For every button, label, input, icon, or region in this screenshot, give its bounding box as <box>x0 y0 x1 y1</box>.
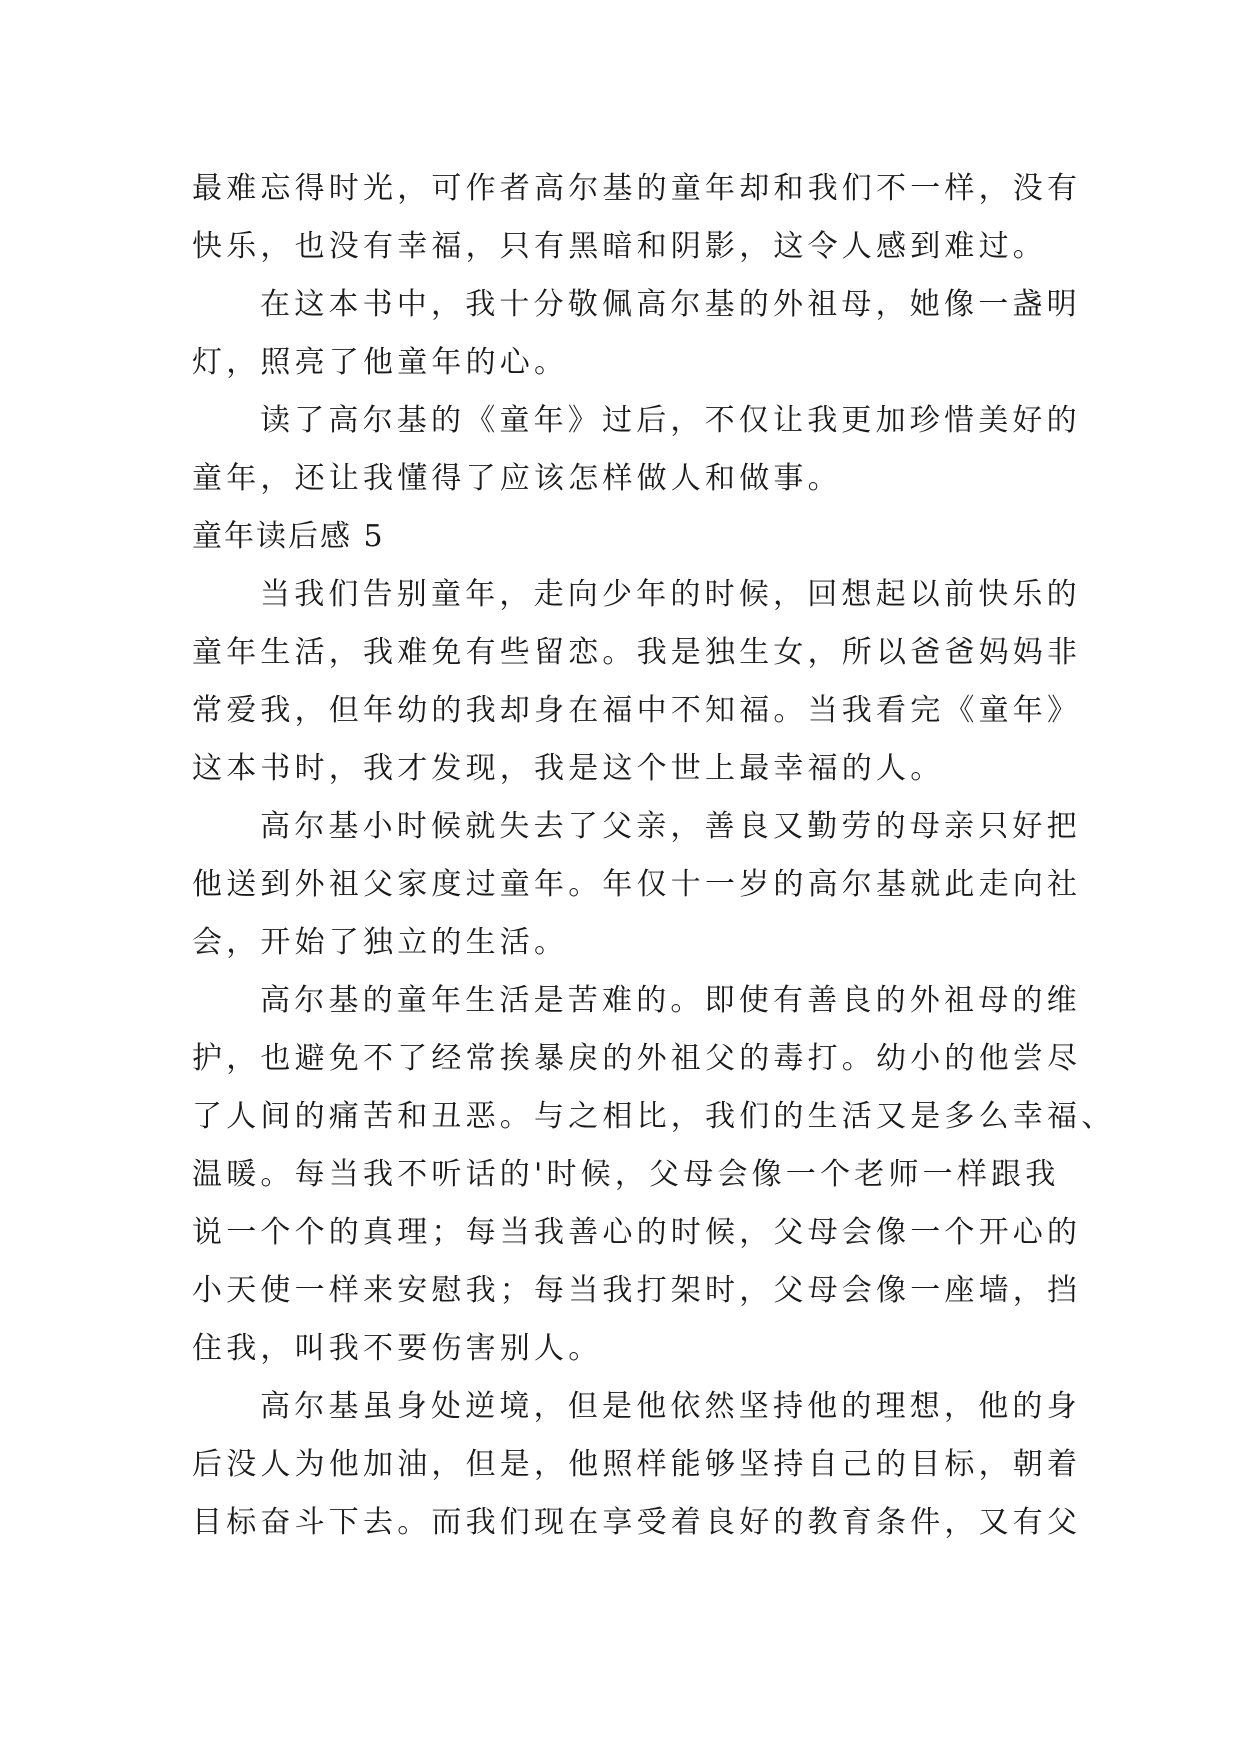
text-line: 住我，叫我不要伤害别人。 <box>192 1331 603 1366</box>
text-line: 童年生活，我难免有些留恋。我是独生女，所以爸爸妈妈非 <box>192 635 1082 670</box>
text-line: 这本书时，我才发现，我是这个世上最幸福的人。 <box>192 751 945 786</box>
paragraph-start-line: 在这本书中，我十分敬佩高尔基的外祖母，她像一盏明 <box>260 287 1081 322</box>
text-line: 快乐，也没有幸福，只有黑暗和阴影，这令人感到难过。 <box>192 229 1047 264</box>
section-heading: 童年读后感 5 <box>192 519 385 554</box>
paragraph-start-line: 高尔基的童年生活是苦难的。即使有善良的外祖母的维 <box>260 983 1081 1018</box>
text-line: 后没人为他加油，但是，他照样能够坚持自己的目标，朝着 <box>192 1447 1082 1482</box>
text-line: 会，开始了独立的生活。 <box>192 925 569 960</box>
text-line: 最难忘得时光，可作者高尔基的童年却和我们不一样，没有 <box>192 171 1082 206</box>
paragraph-start-line: 高尔基虽身处逆境，但是他依然坚持他的理想，他的身 <box>260 1389 1081 1424</box>
text-line: 温暖。每当我不听话的'时候，父母会像一个老师一样跟我 <box>192 1157 1060 1192</box>
text-line: 说一个个的真理；每当我善心的时候，父母会像一个开心的 <box>192 1215 1082 1250</box>
text-line: 童年，还让我懂得了应该怎样做人和做事。 <box>192 461 842 496</box>
text-line: 目标奋斗下去。而我们现在享受着良好的教育条件，又有父 <box>192 1505 1082 1540</box>
text-line: 他送到外祖父家度过童年。年仅十一岁的高尔基就此走向社 <box>192 867 1082 902</box>
text-line: 护，也避免不了经常挨暴戾的外祖父的毒打。幼小的他尝尽 <box>192 1041 1082 1076</box>
text-line: 小天使一样来安慰我；每当我打架时，父母会像一座墙，挡 <box>192 1273 1082 1308</box>
paragraph-start-line: 读了高尔基的《童年》过后，不仅让我更加珍惜美好的 <box>260 403 1081 438</box>
article-body <box>192 160 1116 1552</box>
text-line: 了人间的痛苦和丑恶。与之相比，我们的生活又是多么幸福、 <box>192 1099 1116 1134</box>
paragraph-start-line: 高尔基小时候就失去了父亲，善良又勤劳的母亲只好把 <box>260 809 1081 844</box>
text-line: 灯，照亮了他童年的心。 <box>192 345 569 380</box>
text-line: 常爱我，但年幼的我却身在福中不知福。当我看完《童年》 <box>192 693 1082 728</box>
paragraph-start-line: 当我们告别童年，走向少年的时候，回想起以前快乐的 <box>260 577 1081 612</box>
